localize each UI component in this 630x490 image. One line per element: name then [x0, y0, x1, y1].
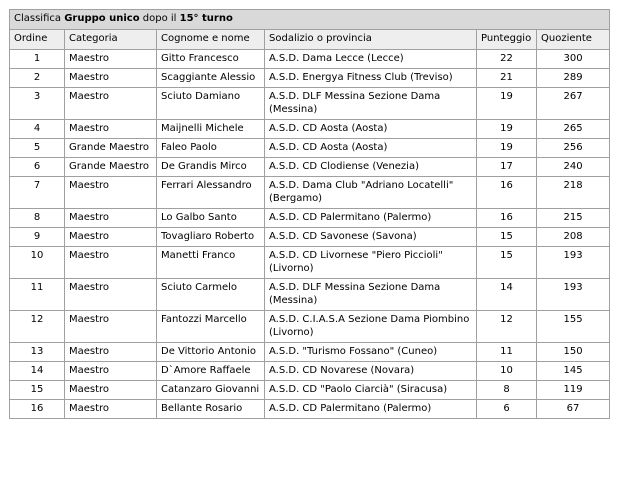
- cell-categoria: Grande Maestro: [65, 158, 157, 177]
- cell-nome: Maijnelli Michele: [157, 120, 265, 139]
- cell-sodalizio: A.S.D. CD Livornese "Piero Piccioli" (Livorno): [265, 247, 477, 279]
- cell-nome: Catanzaro Giovanni: [157, 381, 265, 400]
- cell-nome: Lo Galbo Santo: [157, 209, 265, 228]
- cell-ordine: 4: [10, 120, 65, 139]
- cell-quoziente: 300: [537, 50, 610, 69]
- cell-ordine: 15: [10, 381, 65, 400]
- cell-ordine: 2: [10, 69, 65, 88]
- cell-ordine: 7: [10, 177, 65, 209]
- header-punteggio: Punteggio: [477, 30, 537, 50]
- cell-categoria: Maestro: [65, 343, 157, 362]
- header-sodalizio: Sodalizio o provincia: [265, 30, 477, 50]
- cell-sodalizio: A.S.D. CD Novarese (Novara): [265, 362, 477, 381]
- cell-sodalizio: A.S.D. CD "Paolo Ciarcià" (Siracusa): [265, 381, 477, 400]
- table-row: [10, 400, 610, 419]
- cell-nome: Sciuto Carmelo: [157, 279, 265, 311]
- table-row: [10, 228, 610, 247]
- cell-punteggio: 19: [477, 139, 537, 158]
- table-row: [10, 177, 610, 209]
- table-row: [10, 139, 610, 158]
- cell-ordine: 8: [10, 209, 65, 228]
- cell-ordine: 10: [10, 247, 65, 279]
- cell-nome: Scaggiante Alessio: [157, 69, 265, 88]
- table-row: [10, 381, 610, 400]
- cell-punteggio: 19: [477, 120, 537, 139]
- cell-sodalizio: A.S.D. CD Clodiense (Venezia): [265, 158, 477, 177]
- cell-punteggio: 16: [477, 209, 537, 228]
- cell-sodalizio: A.S.D. CD Savonese (Savona): [265, 228, 477, 247]
- cell-quoziente: 145: [537, 362, 610, 381]
- cell-punteggio: 10: [477, 362, 537, 381]
- cell-ordine: 11: [10, 279, 65, 311]
- table-row: [10, 362, 610, 381]
- caption-group: Gruppo unico: [64, 13, 140, 24]
- cell-categoria: Maestro: [65, 50, 157, 69]
- cell-sodalizio: A.S.D. CD Palermitano (Palermo): [265, 209, 477, 228]
- cell-nome: Manetti Franco: [157, 247, 265, 279]
- cell-categoria: Maestro: [65, 228, 157, 247]
- cell-categoria: Maestro: [65, 69, 157, 88]
- cell-categoria: Maestro: [65, 400, 157, 419]
- cell-punteggio: 12: [477, 311, 537, 343]
- cell-quoziente: 289: [537, 69, 610, 88]
- cell-categoria: Maestro: [65, 362, 157, 381]
- table-row: [10, 343, 610, 362]
- cell-quoziente: 67: [537, 400, 610, 419]
- cell-ordine: 6: [10, 158, 65, 177]
- cell-quoziente: 155: [537, 311, 610, 343]
- header-row: [10, 30, 610, 50]
- cell-categoria: Maestro: [65, 209, 157, 228]
- table-body: [10, 50, 610, 419]
- cell-sodalizio: A.S.D. CD Palermitano (Palermo): [265, 400, 477, 419]
- cell-sodalizio: A.S.D. C.I.A.S.A Sezione Dama Piombino (Livorno): [265, 311, 477, 343]
- header-ordine: Ordine: [10, 30, 65, 50]
- cell-ordine: 13: [10, 343, 65, 362]
- cell-categoria: Maestro: [65, 247, 157, 279]
- header-categoria: Categoria: [65, 30, 157, 50]
- cell-nome: Tovagliaro Roberto: [157, 228, 265, 247]
- cell-sodalizio: A.S.D. DLF Messina Sezione Dama (Messina): [265, 88, 477, 120]
- cell-nome: De Grandis Mirco: [157, 158, 265, 177]
- cell-categoria: Grande Maestro: [65, 139, 157, 158]
- cell-punteggio: 15: [477, 228, 537, 247]
- table-row: [10, 88, 610, 120]
- cell-quoziente: 267: [537, 88, 610, 120]
- cell-nome: Gitto Francesco: [157, 50, 265, 69]
- cell-punteggio: 21: [477, 69, 537, 88]
- cell-sodalizio: A.S.D. CD Aosta (Aosta): [265, 139, 477, 158]
- cell-quoziente: 265: [537, 120, 610, 139]
- cell-ordine: 12: [10, 311, 65, 343]
- cell-sodalizio: A.S.D. DLF Messina Sezione Dama (Messina): [265, 279, 477, 311]
- cell-quoziente: 218: [537, 177, 610, 209]
- cell-sodalizio: A.S.D. Dama Lecce (Lecce): [265, 50, 477, 69]
- caption-prefix: Classifica: [14, 13, 65, 24]
- cell-punteggio: 19: [477, 88, 537, 120]
- cell-punteggio: 17: [477, 158, 537, 177]
- cell-quoziente: 150: [537, 343, 610, 362]
- cell-quoziente: 256: [537, 139, 610, 158]
- cell-punteggio: 16: [477, 177, 537, 209]
- cell-quoziente: 193: [537, 247, 610, 279]
- table-row: [10, 120, 610, 139]
- cell-quoziente: 215: [537, 209, 610, 228]
- table-row: [10, 209, 610, 228]
- table-caption: [10, 10, 610, 30]
- cell-nome: D`Amore Raffaele: [157, 362, 265, 381]
- cell-punteggio: 8: [477, 381, 537, 400]
- caption-round: 15° turno: [179, 13, 233, 24]
- cell-nome: De Vittorio Antonio: [157, 343, 265, 362]
- cell-ordine: 9: [10, 228, 65, 247]
- caption-middle: dopo il: [139, 13, 180, 24]
- cell-sodalizio: A.S.D. Dama Club "Adriano Locatelli" (Bergamo): [265, 177, 477, 209]
- cell-categoria: Maestro: [65, 381, 157, 400]
- cell-punteggio: 15: [477, 247, 537, 279]
- standings-container: [9, 9, 609, 419]
- cell-nome: Sciuto Damiano: [157, 88, 265, 120]
- cell-sodalizio: A.S.D. CD Aosta (Aosta): [265, 120, 477, 139]
- table-row: [10, 158, 610, 177]
- standings-table: [9, 9, 610, 419]
- table-row: [10, 69, 610, 88]
- cell-ordine: 3: [10, 88, 65, 120]
- cell-ordine: 16: [10, 400, 65, 419]
- table-row: [10, 311, 610, 343]
- table-row: [10, 279, 610, 311]
- cell-sodalizio: A.S.D. "Turismo Fossano" (Cuneo): [265, 343, 477, 362]
- cell-punteggio: 14: [477, 279, 537, 311]
- cell-quoziente: 193: [537, 279, 610, 311]
- cell-quoziente: 119: [537, 381, 610, 400]
- cell-nome: Faleo Paolo: [157, 139, 265, 158]
- cell-punteggio: 11: [477, 343, 537, 362]
- cell-categoria: Maestro: [65, 88, 157, 120]
- cell-ordine: 5: [10, 139, 65, 158]
- cell-quoziente: 240: [537, 158, 610, 177]
- cell-nome: Bellante Rosario: [157, 400, 265, 419]
- table-row: [10, 50, 610, 69]
- cell-nome: Ferrari Alessandro: [157, 177, 265, 209]
- cell-ordine: 1: [10, 50, 65, 69]
- cell-punteggio: 6: [477, 400, 537, 419]
- cell-nome: Fantozzi Marcello: [157, 311, 265, 343]
- cell-categoria: Maestro: [65, 177, 157, 209]
- table-row: [10, 247, 610, 279]
- cell-categoria: Maestro: [65, 279, 157, 311]
- cell-punteggio: 22: [477, 50, 537, 69]
- cell-quoziente: 208: [537, 228, 610, 247]
- header-nome: Cognome e nome: [157, 30, 265, 50]
- cell-ordine: 14: [10, 362, 65, 381]
- cell-sodalizio: A.S.D. Energya Fitness Club (Treviso): [265, 69, 477, 88]
- cell-categoria: Maestro: [65, 311, 157, 343]
- header-quoziente: Quoziente: [537, 30, 610, 50]
- cell-categoria: Maestro: [65, 120, 157, 139]
